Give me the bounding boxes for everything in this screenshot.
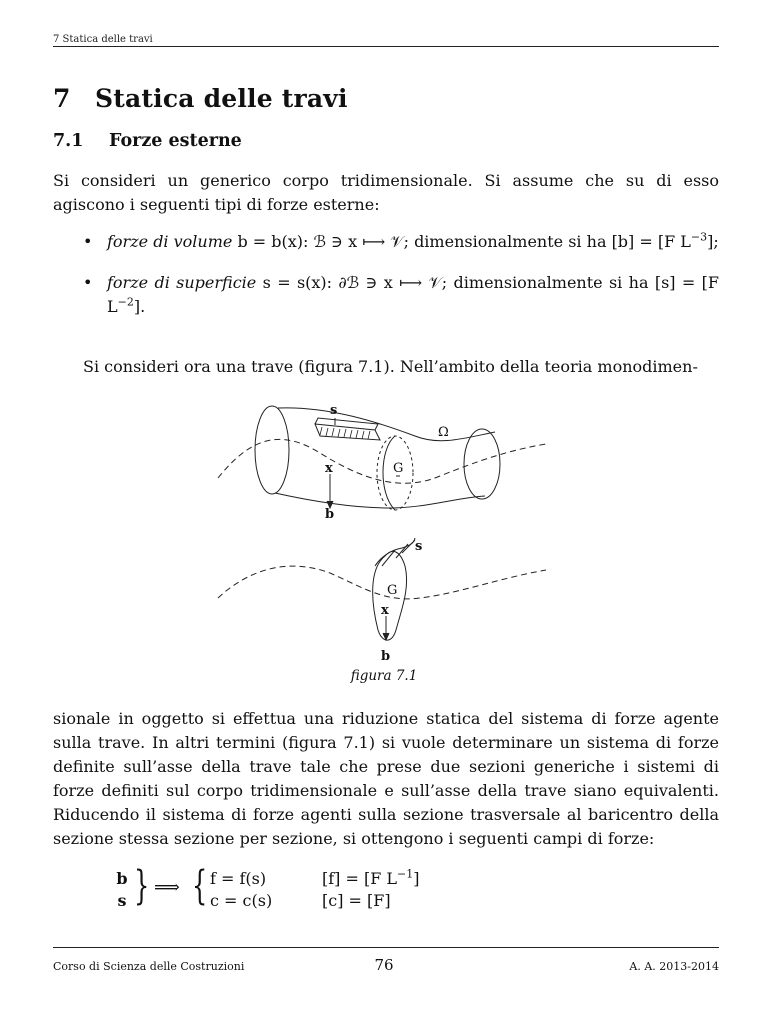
bullet-text: dimensionalmente si ha [b] = [F L	[414, 232, 691, 251]
beam-axis-top	[218, 439, 546, 483]
equation-rows	[210, 868, 420, 912]
bullet-term: forze di superficie	[107, 273, 257, 292]
list-item	[53, 230, 719, 254]
label-omega: Ω	[438, 425, 449, 440]
footer-year: A. A. 2013-2014	[629, 960, 719, 973]
intro-paragraph: Si consideri un generico corpo tridimensionale. Si assume che su di esso agiscono i seguenti tipi di forze esterne:	[53, 171, 719, 214]
s-arrow-2	[396, 544, 408, 558]
equation-lhs	[112, 868, 132, 912]
left-brace: {	[192, 863, 208, 909]
equation-row	[210, 868, 420, 890]
section-title	[53, 131, 242, 151]
beam-paragraph: Si consideri ora una trave (figura 7.1). Nell’ambito della teoria monodimen-	[83, 357, 698, 376]
section-number: 7.1	[53, 131, 84, 151]
footer-rule	[53, 947, 719, 948]
row-dimension: [c] = [F]	[322, 891, 391, 910]
list-item	[53, 271, 719, 319]
bullet-formula: b = b(x): ℬ ∋ x ⟼ 𝒱;	[237, 232, 409, 251]
bullet-end: ].	[133, 297, 146, 316]
lhs-b: b	[116, 869, 128, 888]
right-section	[464, 429, 500, 499]
surface-load-patch	[315, 424, 380, 440]
row-definition: f = f(s)	[210, 869, 267, 888]
row-end: ]	[413, 869, 420, 888]
chapter-number: 7	[53, 84, 71, 113]
label-s-top: s	[330, 403, 338, 418]
chapter-title	[53, 84, 348, 113]
bullet-icon: •	[83, 232, 93, 251]
bullet-end: ];	[707, 232, 719, 251]
label-s-bottom: s	[415, 539, 423, 554]
equation-row	[210, 890, 420, 912]
implies-arrow: ⟹	[154, 877, 180, 898]
label-x-bottom: x	[381, 603, 389, 618]
row-exponent: −1	[397, 867, 414, 881]
label-g-top: G	[393, 461, 404, 476]
footer-course: Corso di Scienza delle Costruzioni	[53, 960, 245, 973]
bullet-exponent: −3	[690, 230, 708, 244]
bullet-formula: s = s(x): ∂ℬ ∋ x ⟼ 𝒱;	[262, 273, 448, 292]
row-dimension: [f] = [F L	[322, 869, 398, 888]
running-head: 7 Statica delle travi	[53, 34, 153, 45]
beam-body-bottom	[275, 493, 485, 508]
lhs-s: s	[117, 891, 127, 910]
label-b-top: b	[325, 507, 335, 522]
chapter-title-text: Statica delle travi	[95, 84, 348, 113]
bullet-term: forze di volume	[107, 232, 233, 251]
bullet-icon: •	[83, 273, 93, 292]
page-number: 76	[374, 956, 394, 974]
force-type-list	[53, 230, 719, 336]
beam-body-top	[278, 408, 495, 441]
label-x-top: x	[325, 461, 333, 476]
bullet-exponent: −2	[117, 295, 134, 309]
s-arrow-1	[402, 540, 415, 553]
header-rule	[53, 46, 719, 47]
figure-caption: figura 7.1	[350, 668, 418, 684]
right-brace: }	[134, 863, 150, 909]
beam-axis-bottom	[218, 566, 546, 599]
left-section	[255, 406, 289, 494]
bullet-text: dimensionalmente si ha [s] = [F L	[107, 273, 719, 316]
row-definition: c = c(s)	[210, 891, 273, 910]
beam-figure	[210, 398, 560, 668]
section-title-text: Forze esterne	[109, 131, 242, 151]
label-b-bottom: b	[381, 649, 391, 664]
force-field-equation	[112, 864, 532, 916]
label-g-bottom: G	[387, 583, 398, 598]
reduction-paragraph: sionale in oggetto si effettua una riduzione statica del sistema di forze agente sulla trave. In altri termini (figura 7.1) si vuole determinare un sistema di forze definite sull’asse della trave tale che prese due sezioni generiche i sistemi di forze definiti sul corpo tridimensionale e sull’asse della trave siano equivalenti. Riducendo il sistema di forze agenti sulla sezione trasversale al baricentro della sezione stessa sezione per sezione, si ottengono i seguenti campi di forze:	[53, 709, 719, 848]
